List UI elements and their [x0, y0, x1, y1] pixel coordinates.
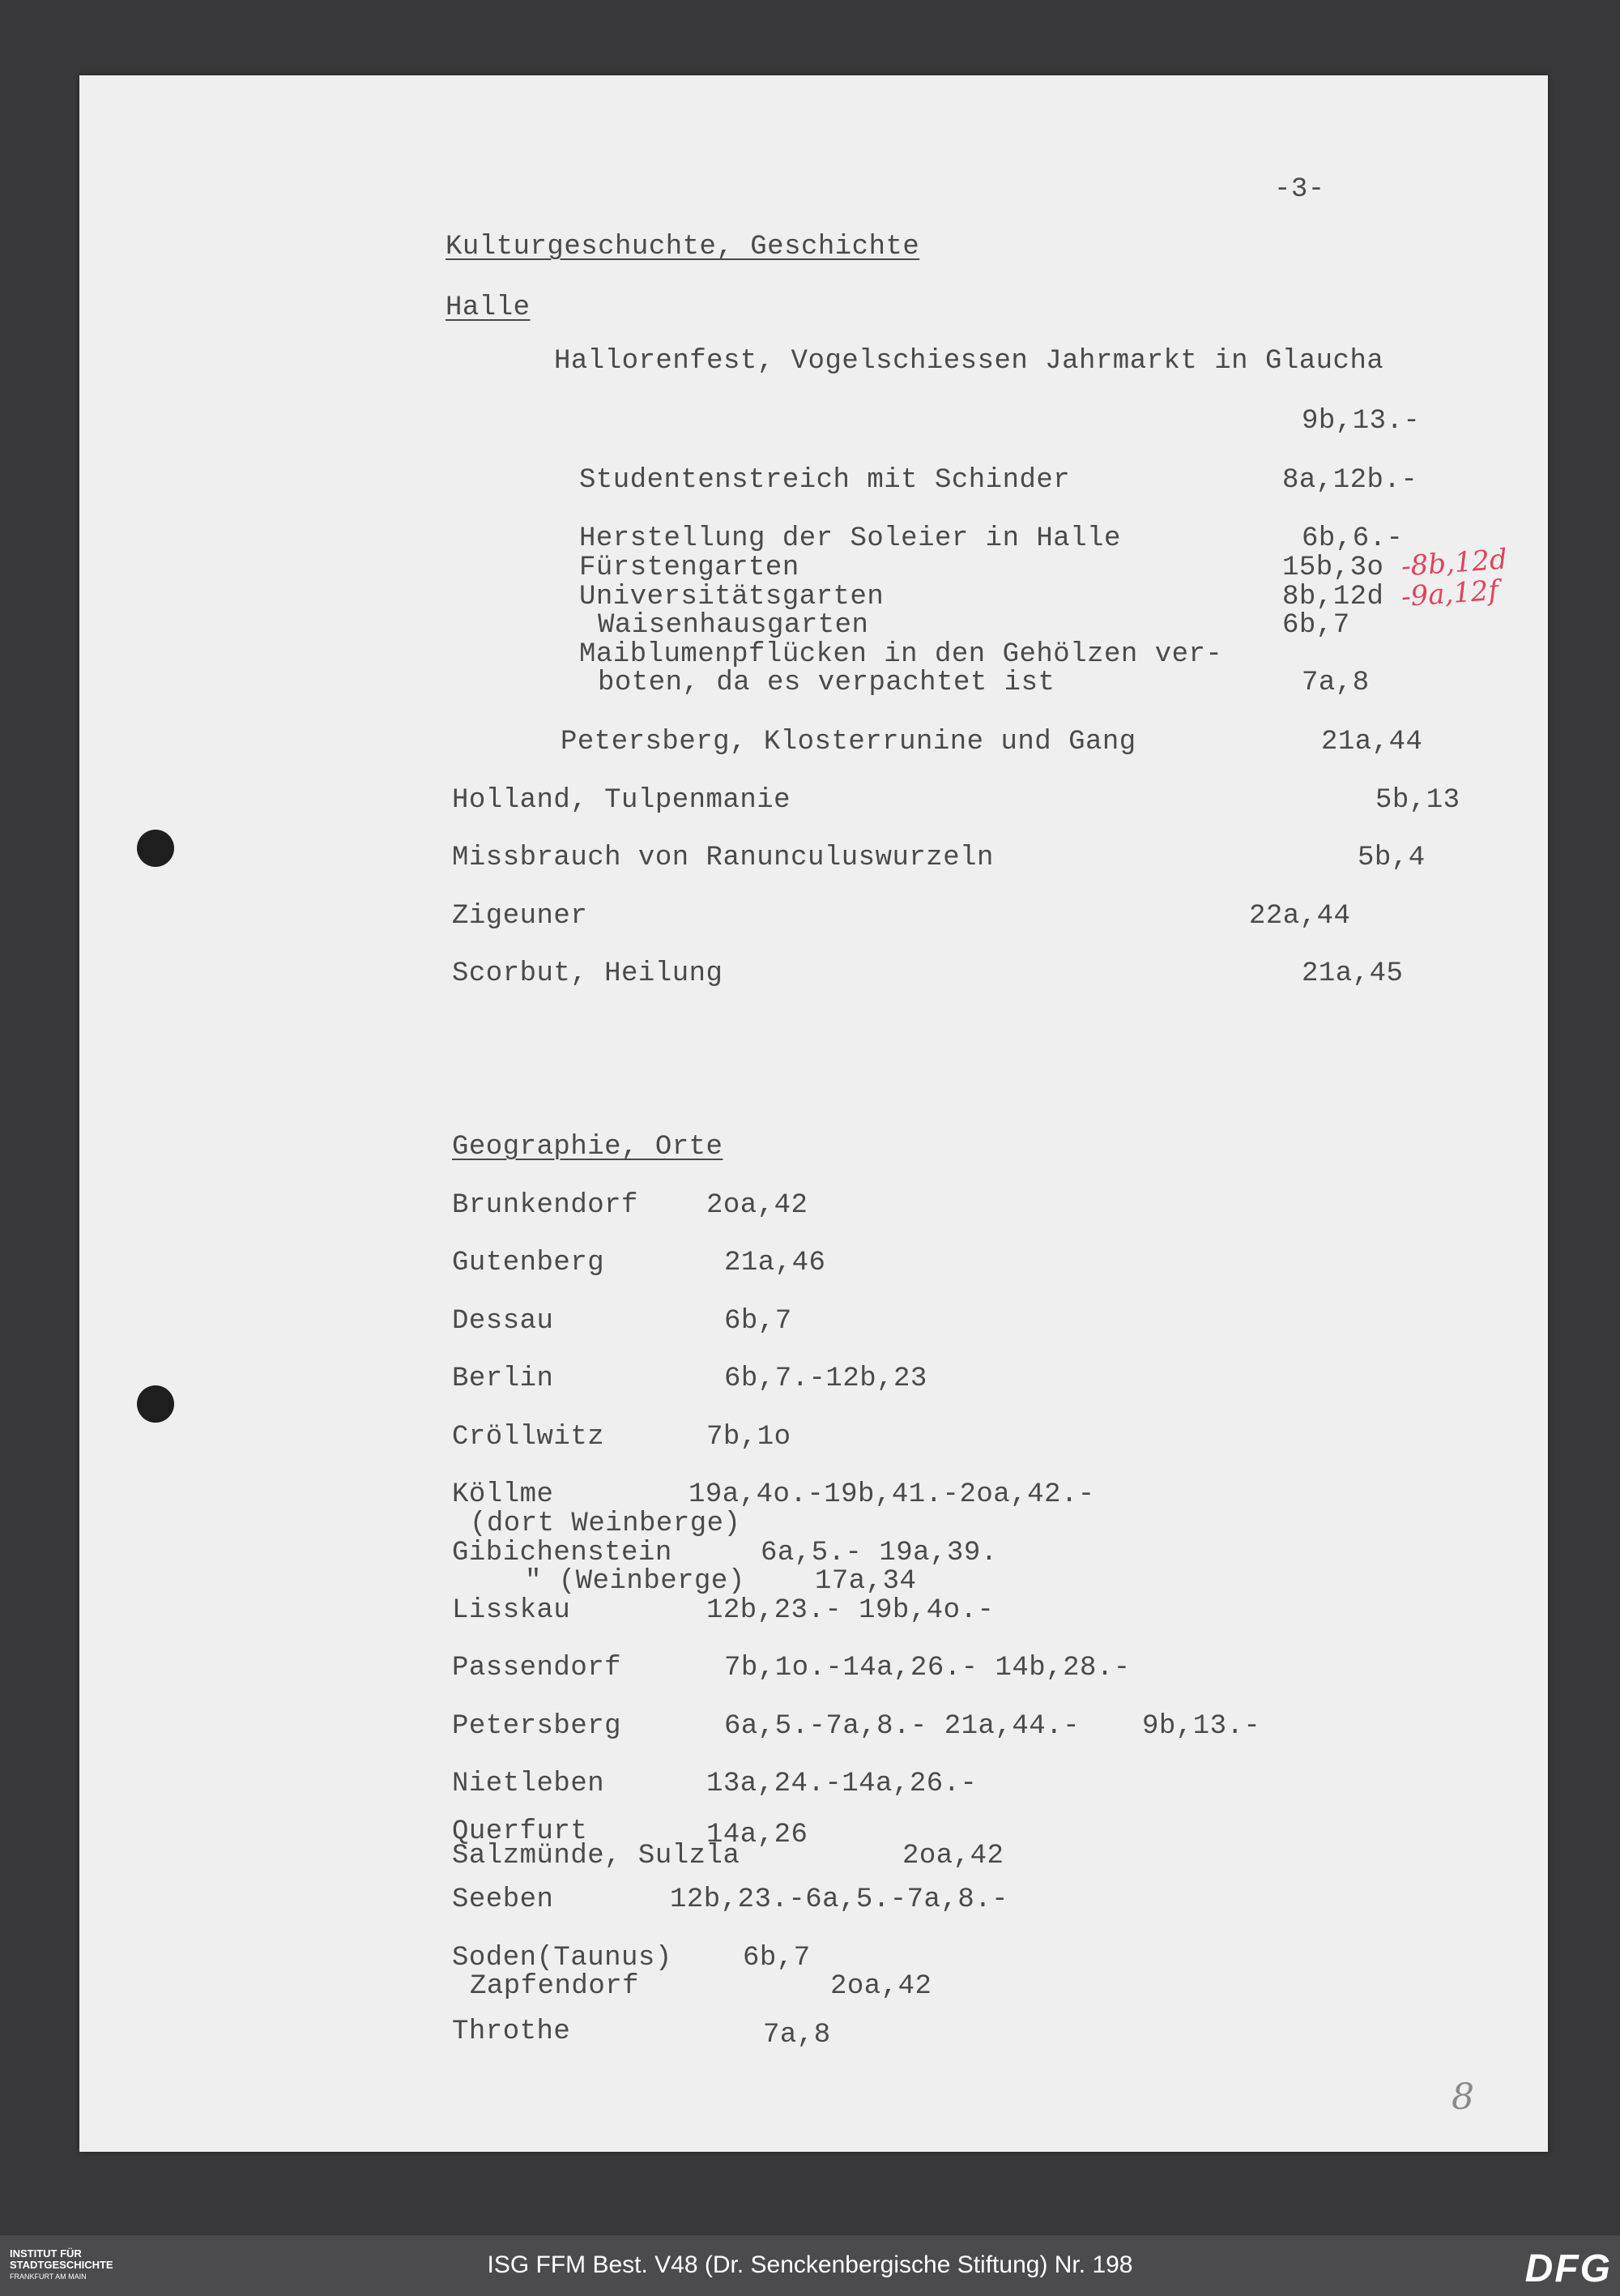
- place-ref: 17a,34: [815, 1566, 917, 1597]
- handwritten-note: -8b,12d: [1400, 543, 1508, 583]
- place-name: Köllme: [452, 1479, 554, 1510]
- place-ref: 7a,8: [763, 2020, 831, 2051]
- place-name: Zapfendorf: [470, 1971, 640, 2002]
- entry-ref: 22a,44: [1249, 901, 1351, 932]
- entry-text: Hallorenfest, Vogelschiessen Jahrmarkt in Glaucha: [554, 346, 1384, 377]
- place-name: Gutenberg: [452, 1248, 605, 1278]
- place-ref: 6b,7: [724, 1306, 792, 1337]
- place-ref: 14a,26: [706, 1820, 808, 1850]
- institute-line: FRANKFURT AM MAIN: [10, 2273, 87, 2281]
- place-ref: 21a,46: [724, 1248, 826, 1278]
- place-name: " (Weinberge): [525, 1566, 745, 1597]
- section-heading: Kulturgeschuchte, Geschichte: [446, 232, 920, 262]
- institute-line: STADTGESCHICHTE: [10, 2259, 113, 2271]
- entry-text: Universitätsgarten: [579, 582, 885, 612]
- place-ref: 6b,7: [743, 1943, 811, 1974]
- place-ref: 6b,7.-12b,23: [724, 1364, 927, 1394]
- entry-ref: 7a,8: [1302, 668, 1370, 698]
- place-ref: 2oa,42: [902, 1841, 1004, 1871]
- place-ref: 12b,23.- 19b,4o.-: [706, 1595, 995, 1626]
- place-ref: 7b,1o: [706, 1422, 791, 1453]
- document-page: [79, 75, 1548, 2152]
- entry-text: Holland, Tulpenmanie: [452, 785, 791, 816]
- place-ref: 9b,13.-: [1142, 1711, 1261, 1742]
- place-name: Gibichenstein: [452, 1538, 672, 1568]
- entry-text: Zigeuner: [452, 901, 588, 932]
- place-name: Cröllwitz: [452, 1422, 605, 1453]
- dfg-logo: DFG: [1524, 2247, 1612, 2290]
- institute-line: INSTITUT FÜR: [10, 2247, 82, 2260]
- place-name: Querfurt: [452, 1816, 588, 1847]
- place-ref: 6a,5.- 19a,39.: [761, 1538, 998, 1568]
- place-ref: 7b,1o.-14a,26.- 14b,28.-: [724, 1653, 1131, 1684]
- place-name: Berlin: [452, 1364, 554, 1394]
- place-name: Brunkendorf: [452, 1190, 638, 1221]
- entry-text: Maiblumenpflücken in den Gehölzen ver-: [579, 639, 1223, 670]
- entry-ref: 8a,12b.-: [1282, 465, 1418, 496]
- entry-text: Herstellung der Soleier in Halle: [579, 523, 1121, 554]
- pencil-mark: 8: [1452, 2076, 1474, 2118]
- archive-footer: [0, 2235, 1620, 2296]
- place-ref: 2oa,42: [830, 1971, 932, 2002]
- place-name: Petersberg: [452, 1711, 622, 1742]
- entry-text: Missbrauch von Ranunculuswurzeln: [452, 843, 994, 873]
- place-ref: 2oa,42: [706, 1190, 808, 1221]
- entry-text: Studentenstreich mit Schinder: [579, 465, 1071, 496]
- place-name: Lisskau: [452, 1595, 571, 1626]
- entry-text: Waisenhausgarten: [598, 610, 869, 641]
- punch-hole: [137, 830, 174, 867]
- place-name: Seeben: [452, 1884, 554, 1915]
- place-name: Nietleben: [452, 1769, 605, 1799]
- entry-ref: 5b,13: [1375, 785, 1460, 816]
- place-name: Dessau: [452, 1306, 554, 1337]
- entry-text: Scorbut, Heilung: [452, 958, 723, 989]
- handwritten-note: -9a,12f: [1400, 574, 1500, 614]
- archive-caption: ISG FFM Best. V48 (Dr. Senckenbergische Stiftung) Nr. 198: [487, 2251, 1133, 2278]
- entry-ref: 6b,6.-: [1302, 523, 1404, 554]
- entry-ref: 21a,45: [1302, 958, 1404, 989]
- place-name: Throthe: [452, 2016, 571, 2047]
- page-number: -3-: [1274, 174, 1325, 205]
- section-heading: Geographie, Orte: [452, 1132, 723, 1163]
- entry-ref: 15b,3o: [1282, 553, 1384, 583]
- punch-hole: [137, 1385, 174, 1423]
- place-name: Salzmünde, Sulzla: [452, 1841, 740, 1871]
- entry-ref: 21a,44: [1321, 727, 1423, 758]
- place-name: (dort Weinberge): [470, 1509, 741, 1539]
- place-name: Soden(Taunus): [452, 1943, 672, 1974]
- place-ref: 13a,24.-14a,26.-: [706, 1769, 978, 1799]
- entry-text: boten, da es verpachtet ist: [598, 668, 1055, 698]
- place-ref: 6a,5.-7a,8.- 21a,44.-: [724, 1711, 1080, 1742]
- entry-ref: 9b,13.-: [1302, 406, 1421, 437]
- place-ref: 19a,4o.-19b,41.-2oa,42.-: [688, 1479, 1095, 1510]
- entry-ref: 8b,12d: [1282, 582, 1384, 612]
- section-subheading: Halle: [446, 292, 531, 323]
- place-ref: 12b,23.-6a,5.-7a,8.-: [670, 1884, 1009, 1915]
- entry-ref: 5b,4: [1358, 843, 1426, 873]
- entry-text: Petersberg, Klosterrunine und Gang: [561, 727, 1136, 758]
- entry-text: Fürstengarten: [579, 553, 799, 583]
- entry-ref: 6b,7: [1282, 610, 1350, 641]
- place-name: Passendorf: [452, 1653, 622, 1684]
